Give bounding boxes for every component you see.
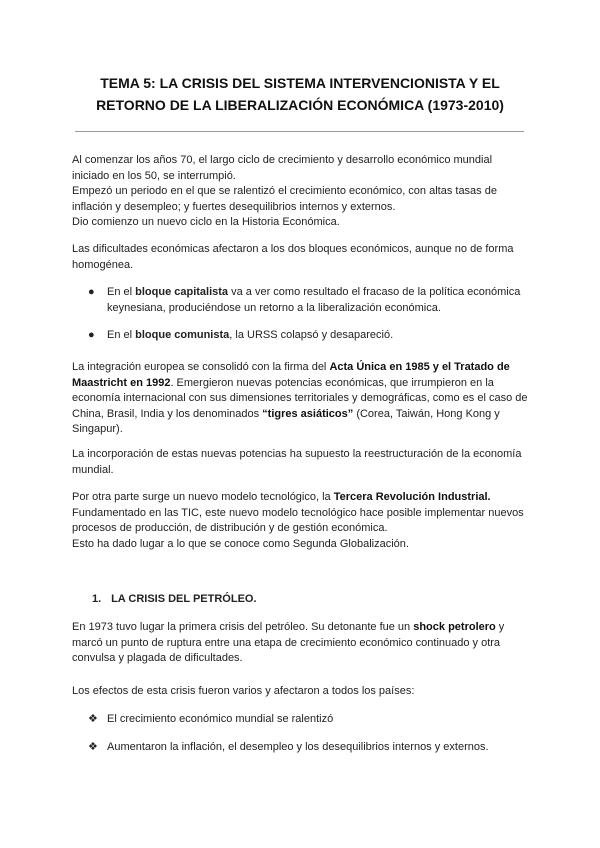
effect-text: Aumentaron la inflación, el desempleo y los desequilibrios internos y externos. (107, 741, 489, 753)
title-line-1: TEMA 5: LA CRISIS DEL SISTEMA INTERVENCIONISTA Y EL (100, 75, 500, 91)
bold-term: bloque capitalista (135, 286, 229, 298)
section-number: 1. (92, 593, 102, 605)
intro-paragraph (72, 153, 532, 231)
intro-sentence-3: Dio comienzo un nuevo ciclo en la Historia Económica. (72, 216, 340, 228)
title-line-2: RETORNO DE LA LIBERALIZACIÓN ECONÓMICA (1973-2010) (96, 97, 504, 113)
technology-line-2: Fundamentado en las TIC, este nuevo modelo tecnológico hace posible implementar nuevos procesos de producción, de distribución y de gestión económica. (72, 506, 524, 534)
intro-sentence-2: Empezó un periodo en el que se ralentizó el crecimiento económico, con altas tasas de inflación y desempleo; y fuertes desequilibrios internos y externos. (72, 185, 497, 213)
section-heading (92, 593, 512, 605)
technology-line-1: Por otra parte surge un nuevo modelo tecnológico, la Tercera Revolución Industrial. (72, 491, 491, 503)
blocs-paragraph: Las dificultades económicas afectaron a los dos bloques económicos, aunque no de forma homogénea. (72, 243, 514, 271)
bold-term: “tigres asiáticos” (262, 407, 354, 420)
section-title: LA CRISIS DEL PETRÓLEO. (111, 593, 257, 605)
bullet-communist-text: En el bloque comunista, la URSS colapsó y desapareció. (107, 329, 394, 341)
diamond-bullet-icon: ❖ (88, 741, 98, 753)
oil-crisis-paragraph: En 1973 tuvo lugar la primera crisis del petróleo. Su detonante fue un shock petrolero y marcó un punto de ruptura entre una etapa de crecimiento económico continuado y otra convulsa y plagada de dificultades. (72, 621, 505, 664)
bold-term: Acta Única en 1985 y el Tratado de Maastricht en 1992 (72, 361, 510, 389)
bold-term: Tercera Revolución Industrial. (333, 491, 491, 503)
restructuring-paragraph: La incorporación de estas nuevas potencias ha supuesto la reestructuración de la economía mundial. (72, 448, 522, 476)
effect-text: El crecimiento económico mundial se ralentizó (107, 713, 334, 725)
europe-paragraph: La integración europea se consolidó con la firma del Acta Única en 1985 y el Tratado de Maastricht en 1992. Emergieron nuevas potencias económicas, que irrumpieron en la economía internacional con sus dimensiones territoriales y demográficas, como es el caso de China, Brasil, India y los denominados “tigres asiáticos” (Corea, Taiwán, Hong Kong y Singapur). (72, 361, 528, 435)
horizontal-divider (75, 131, 524, 132)
bold-term: shock petrolero (413, 621, 496, 633)
bullet-dot-icon: ● (88, 329, 95, 341)
bullet-capitalist-text: En el bloque capitalista va a ver como resultado el fracaso de la política económica keynesiana, produciéndose un retorno a la liberalización económica. (107, 286, 521, 314)
diamond-bullet-icon: ❖ (88, 713, 98, 725)
effects-intro: Los efectos de esta crisis fueron varios y afectaron a todos los países: (72, 685, 415, 697)
bullet-dot-icon: ● (88, 286, 95, 298)
bold-term: bloque comunista (135, 329, 230, 341)
page-title (40, 72, 560, 116)
technology-paragraph (72, 490, 532, 552)
technology-line-3: Esto ha dado lugar a lo que se conoce como Segunda Globalización. (72, 537, 409, 550)
intro-sentence-1: Al comenzar los años 70, el largo ciclo de crecimiento y desarrollo económico mundial iniciado en los 50, se interrumpió. (72, 154, 493, 182)
